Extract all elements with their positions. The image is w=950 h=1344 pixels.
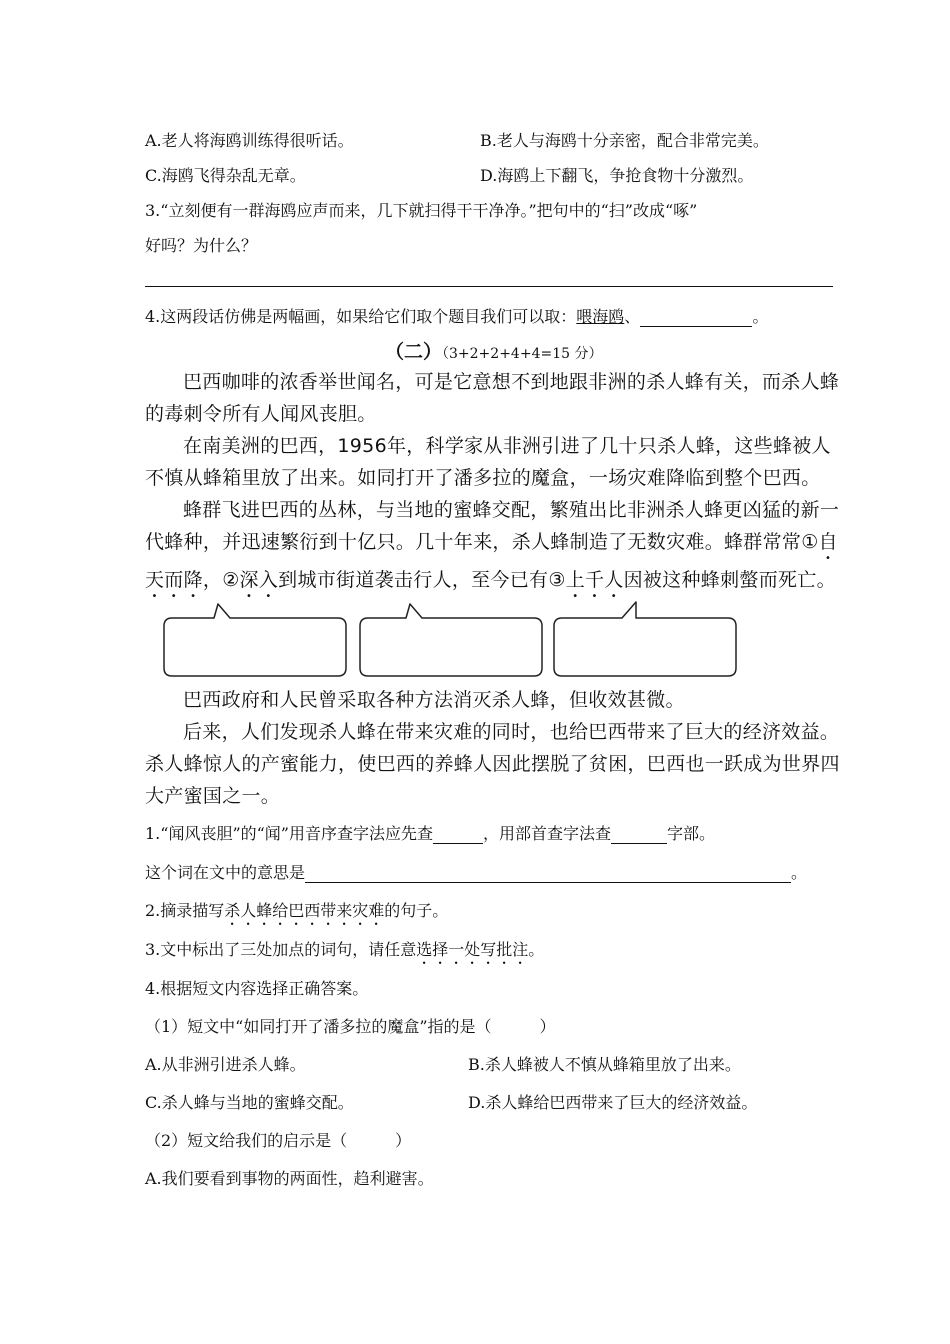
question-1-part-b: ，用部首查字法查: [483, 824, 612, 843]
question-4-example: 喂海鸥: [576, 307, 625, 326]
question-4-2: （2）短文给我们的启示是（ ）: [145, 1131, 412, 1150]
question-1-part-a: 1.“闻风丧胆”的“闻”用音序查字法应先查: [145, 824, 433, 843]
question-1-meaning: 这个词在文中的意思是: [145, 863, 306, 882]
passage-paragraph-2: 在南美洲的巴西，1956年，科学家从非洲引进了几十只杀人蜂，这些蜂被人不慎从蜂箱里放了出来。如同打开了潘多拉的魔盒，一场灾难降临到整个巴西。: [145, 435, 831, 489]
question-4-end: 。: [752, 307, 769, 326]
question-2: [145, 898, 448, 929]
question-3-line2: 好吗？为什么？: [145, 236, 258, 255]
section-score: （3+2+2+4+4=15 分）: [442, 346, 603, 362]
paragraph-3-part-c: 到城市街道袭击行人，至今已有③: [278, 569, 566, 591]
annotation-box-1[interactable]: [164, 604, 346, 676]
question-4: [145, 304, 768, 327]
passage-paragraph-5: 后来，人们发现杀人蜂在带来灾难的同时，也给巴西带来了巨大的经济效益。杀人蜂惊人的产蜜能力，使巴西的养蜂人因此摆脱了贫困，巴西也一跃成为世界四大产蜜国之一。: [145, 721, 840, 807]
section-heading: [385, 337, 602, 364]
answer-line[interactable]: [145, 286, 833, 287]
option-a: A.老人将海鸥训练得很听话。: [145, 131, 354, 150]
question-3-line1: 3.“立刻便有一群海鸥应声而来，几下就扫得干干净净。”把句中的“扫”改成“啄”: [145, 201, 698, 220]
dotted-phrase-3: 上千人: [565, 569, 624, 591]
passage-paragraph-3: [145, 494, 845, 602]
option-c: C.海鸥飞得杂乱无章。: [145, 166, 306, 185]
question-4-1-option-d[interactable]: D.杀人蜂给巴西带来了巨大的经济效益。: [468, 1093, 758, 1112]
question-4-blank[interactable]: [640, 308, 752, 327]
question-2-dotted: 杀人蜂给巴西带来灾难: [224, 901, 385, 920]
section-number: （二）: [385, 341, 443, 363]
blank-bushou[interactable]: [611, 825, 667, 844]
question-4-separator: 、: [624, 307, 641, 326]
dotted-phrase-2: 深入: [239, 569, 279, 591]
question-2-part-a: 2.摘录描写: [145, 901, 225, 920]
question-3-part-b: 。: [528, 940, 545, 959]
blank-yinxu[interactable]: [433, 825, 483, 844]
passage-paragraph-4: 巴西政府和人民曾采取各种方法消灭杀人蜂，但收效甚微。: [183, 689, 685, 711]
dotted-phrase-1: 自天而降: [145, 531, 838, 591]
question-1: [145, 821, 715, 844]
question-4-1-option-b[interactable]: B.杀人蜂被人不慎从蜂箱里放了出来。: [468, 1055, 741, 1074]
question-3: [145, 937, 544, 968]
annotation-box-2[interactable]: [360, 604, 542, 676]
question-2-part-b: 的句子。: [384, 901, 449, 920]
question-1-line2: [145, 860, 807, 883]
annotation-boxes: [160, 596, 750, 680]
question-3-part-a: 3.文中标出了三处加点的词句，请任意: [145, 940, 417, 959]
question-4-prefix: 4.这两段话仿佛是两幅画，如果给它们取个题目我们可以取：: [145, 307, 577, 326]
question-4-1-option-c[interactable]: C.杀人蜂与当地的蜜蜂交配。: [145, 1093, 354, 1112]
option-b: B.老人与海鸥十分亲密，配合非常完美。: [480, 131, 769, 150]
question-1-end: 。: [791, 863, 808, 882]
option-d: D.海鸥上下翻飞，争抢食物十分激烈。: [480, 166, 754, 185]
paragraph-3-part-b: ，②: [202, 569, 240, 591]
blank-meaning[interactable]: [305, 864, 791, 883]
paragraph-3-part-a: 蜂群飞进巴西的丛林，与当地的蜜蜂交配，繁殖出比非洲杀人蜂更凶猛的新一代蜂种，并迅速繁衍到十亿只。几十年来，杀人蜂制造了无数灾难。蜂群常常①: [145, 499, 840, 553]
passage-paragraph-1: 巴西咖啡的浓香举世闻名，可是它意想不到地跟非洲的杀人蜂有关，而杀人蜂的毒刺令所有人闻风丧胆。: [145, 371, 840, 425]
question-3-dotted: 选择一处写批注: [416, 940, 529, 959]
question-4-heading: 4.根据短文内容选择正确答案。: [145, 979, 369, 998]
question-1-part-c: 字部。: [667, 824, 716, 843]
question-4-1: （1）短文中“如同打开了潘多拉的魔盒”指的是（ ）: [145, 1017, 556, 1036]
question-4-1-option-a[interactable]: A.从非洲引进杀人蜂。: [145, 1055, 306, 1074]
question-4-2-option-a[interactable]: A.我们要看到事物的两面性，趋利避害。: [145, 1169, 434, 1188]
annotation-box-3[interactable]: [554, 602, 736, 676]
paragraph-3-part-d: 因被这种蜂刺螫而死亡。: [623, 569, 836, 591]
